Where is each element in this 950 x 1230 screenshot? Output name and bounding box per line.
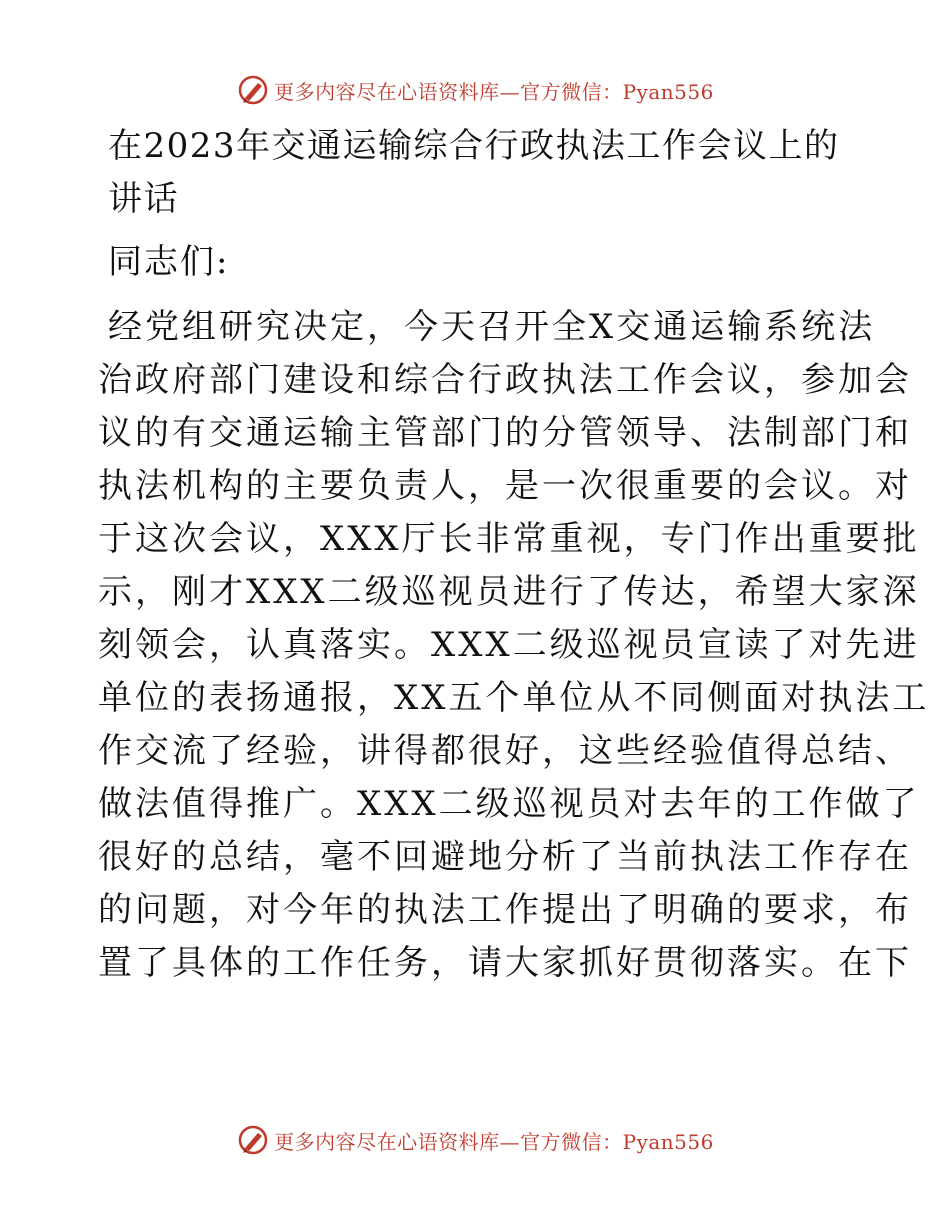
paragraph-line: 于这次会议，XXX厅长非常重视，专门作出重要批 [98, 519, 920, 559]
paragraph-line: 议的有交通运输主管部门的分管领导、法制部门和 [98, 413, 912, 453]
paragraph-line: 作交流了经验，讲得都很好，这些经验值得总结、 [98, 731, 912, 771]
watermark-footer [0, 1120, 950, 1160]
document-body [98, 120, 930, 990]
paragraph-line: 经党组研究决定，今天召开全X交通运输系统法 [108, 307, 876, 347]
greeting: 同志们: [108, 242, 230, 282]
paragraph-line: 的问题，对今年的执法工作提出了明确的要求，布 [98, 890, 912, 930]
pen-logo-icon [236, 1123, 270, 1157]
watermark-text: 更多内容尽在心语资料库—官方微信：Pyan556 [274, 79, 714, 104]
paragraph-line: 示，刚才XXX二级巡视员进行了传达，希望大家深 [98, 572, 920, 612]
watermark-text: 更多内容尽在心语资料库—官方微信：Pyan556 [274, 1129, 714, 1154]
watermark-header [0, 70, 950, 110]
paragraph-line: 很好的总结，毫不回避地分析了当前执法工作存在 [98, 837, 912, 877]
document-title: 在2023年交通运输综合行政执法工作会议上的讲话 [108, 126, 840, 219]
pen-logo-icon [236, 73, 270, 107]
paragraph-line: 做法值得推广。XXX二级巡视员对去年的工作做了 [98, 784, 920, 824]
paragraph [98, 301, 930, 990]
paragraph-line: 执法机构的主要负责人，是一次很重要的会议。对 [98, 466, 912, 506]
paragraph-line: 置了具体的工作任务，请大家抓好贯彻落实。在下 [98, 943, 912, 983]
paragraph-line: 单位的表扬通报，XX五个单位从不同侧面对执法工 [98, 678, 930, 718]
paragraph-line: 刻领会，认真落实。XXX二级巡视员宣读了对先进 [98, 625, 920, 665]
paragraph-line: 治政府部门建设和综合行政执法工作会议，参加会 [98, 360, 912, 400]
